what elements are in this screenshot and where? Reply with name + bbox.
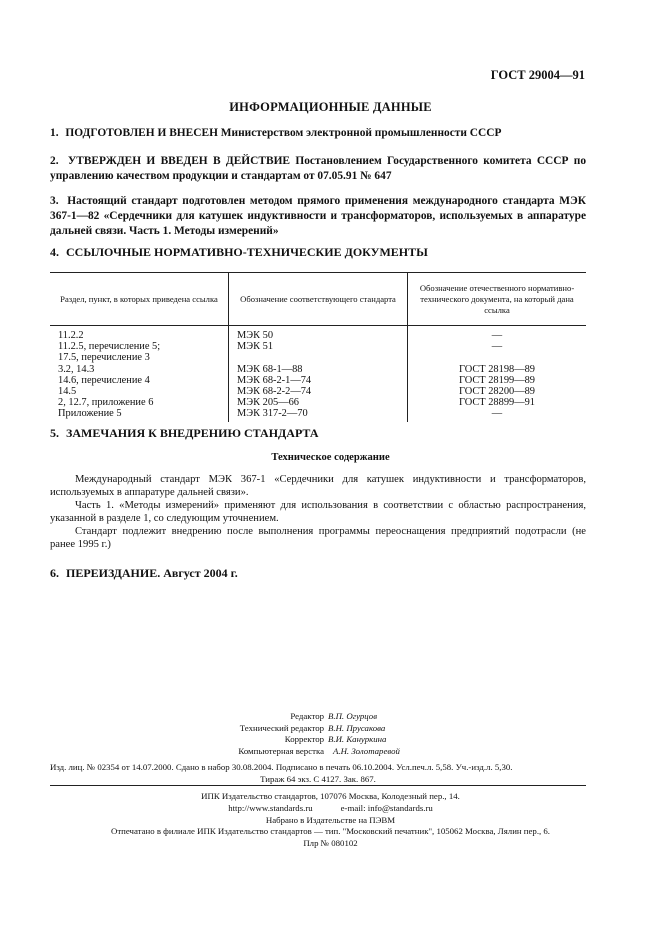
section-6 [50,566,586,581]
section-2-text: Постановлением Государственного комитета СССР по управлению качеством продукции и стандартам от 07.05.91 № 647 [50,155,587,182]
table-cell: 2, 12.7, приложение 6 [58,397,154,409]
table-cell: МЭК 205—66 [237,397,299,409]
publisher-footer [0,791,661,850]
remarks-body [50,473,586,551]
section-5-number: 5. [50,426,59,440]
footer-website-link[interactable]: http://www.standards.ru [228,802,313,813]
table-cell: — [491,341,503,353]
table-cell: МЭК 68-1—88 [237,363,303,375]
table-cell: 14.5 [58,385,77,397]
table-body-row [50,326,586,422]
credit-row [0,711,661,723]
table-cell [233,352,403,363]
footer-divider [50,785,586,786]
publication-info [50,761,586,785]
section-1-heading: ПОДГОТОВЛЕН И ВНЕСЕН [65,127,218,139]
table-cell: Приложение 5 [58,408,122,420]
reference-documents-table [50,272,586,422]
credit-row [0,723,661,735]
section-6-text: Август 2004 г. [163,566,238,580]
page-title: ИНФОРМАЦИОННЫЕ ДАННЫЕ [229,100,432,114]
footer-line-3: Набрано в Издательстве на ПЭВМ [265,814,396,825]
table-column-standard [229,326,408,422]
table-header-national-doc: Обозначение отечественного нормативно-технического документа, на который дана ссылка [408,273,587,326]
editorial-credits [0,711,661,757]
table-cell: 17.5, перечисление 3 [58,352,150,364]
credit-row [0,746,661,758]
section-2-number: 2. [50,155,59,167]
table-cell: МЭК 51 [237,341,274,353]
credit-row [0,734,661,746]
table-cell: МЭК 50 [237,330,274,341]
table-cell: 11.2.5, перечисление 5; [58,341,161,353]
publication-info-line-2: Тираж 64 экз. С 4127. Зак. 867. [260,774,376,784]
publication-info-line-1: Изд. лиц. № 02354 от 14.07.2000. Сдано в набор 30.08.2004. Подписано в печать 06.10.2004. Усл.печ.л. 5,58. Уч.-изд.л. 5,30. [50,762,513,772]
section-4 [50,245,586,260]
credit-name: В.И. Кануркина [328,734,387,745]
table-cell: ГОСТ 28198—89 [458,363,535,375]
table-cell: МЭК 68-2-2—74 [237,385,312,397]
table-header-standard: Обозначение соответствующего стандарта [229,273,408,326]
remarks-paragraph-1: Международный стандарт МЭК 367-1 «Сердечники для катушек индуктивности и трансформаторов, используемых в аппаратуре дальней связи». [50,474,586,498]
table-cell: ГОСТ 28200—89 [458,385,535,397]
section-1-number: 1. [50,127,59,139]
credit-name: А.Н. Золотаревой [333,745,400,756]
credit-role: Корректор [284,734,324,745]
remarks-paragraph-3: Стандарт подлежит внедрению после выполнения программы переоснащения предприятий подотрасли (не ранее 1995 г.) [50,526,586,550]
section-3-number: 3. [50,195,59,207]
section-5-heading: ЗАМЕЧАНИЯ К ВНЕДРЕНИЮ СТАНДАРТА [66,426,319,440]
table-cell: МЭК 68-2-1—74 [237,374,312,386]
table-cell: 11.2.2 [58,330,84,341]
section-2-heading: УТВЕРЖДЕН И ВВЕДЕН В ДЕЙСТВИЕ [67,155,291,167]
table-cell: — [491,408,503,420]
section-2 [50,154,586,184]
technical-content-subtitle: Техническое содержание [271,452,390,463]
table-cell: — [491,330,503,341]
footer-line-1: ИПК Издательство стандартов, 107076 Москва, Колодезный пер., 14. [201,791,460,801]
section-3 [50,194,586,239]
credit-role: Редактор [290,711,324,721]
table-cell: ГОСТ 28899—91 [458,397,535,409]
table-cell: ГОСТ 28199—89 [458,374,535,386]
table-cell: 3.2, 14.3 [58,363,95,375]
section-6-heading: ПЕРЕИЗДАНИЕ. [66,566,161,580]
section-5 [50,426,586,441]
credit-name: В.П. Огурцов [328,711,378,721]
footer-line-5: Плр № 080102 [303,838,358,849]
table-cell [412,352,582,363]
footer-line-4: Отпечатано в филиале ИПК Издательство стандартов — тип. "Московский печатник", 105062 Москва, Лялин пер., 6. [110,826,551,837]
remarks-paragraph-2: Часть 1. «Методы измерений» применяют для использования в соответствии с областью распространения, указанной в разделе 1, со следующим уточнением. [50,500,586,524]
section-6-number: 6. [50,566,59,580]
table-cell: 14.6, перечисление 4 [58,374,150,386]
gost-number: ГОСТ 29004—91 [490,68,585,82]
table-cell: МЭК 317-2—70 [237,408,308,420]
footer-line-2 [0,803,661,815]
table-header-row [50,273,586,326]
section-1 [50,126,586,141]
section-4-heading: ССЫЛОЧНЫЕ НОРМАТИВНО-ТЕХНИЧЕСКИЕ ДОКУМЕНТЫ [66,245,428,259]
credit-role: Компьютерная верстка [238,745,324,756]
section-3-text: Настоящий стандарт подготовлен методом прямого применения международного стандарта МЭК 367-1—82 «Сердечники для катушек индуктивности и трансформаторов, используемых в аппаратуре дальней связи. Часть 1. Методы измерений» [50,195,586,237]
credit-role: Технический редактор [239,722,324,733]
credit-name: В.Н. Прусакова [328,722,386,733]
section-1-text: Министерством электронной промышленности СССР [220,127,502,139]
footer-email-link[interactable]: e-mail: info@standards.ru [340,802,433,813]
section-4-number: 4. [50,245,59,259]
table-column-section [50,326,229,422]
table-column-national-doc [408,326,587,422]
table-header-section: Раздел, пункт, в которых приведена ссылка [50,273,229,326]
